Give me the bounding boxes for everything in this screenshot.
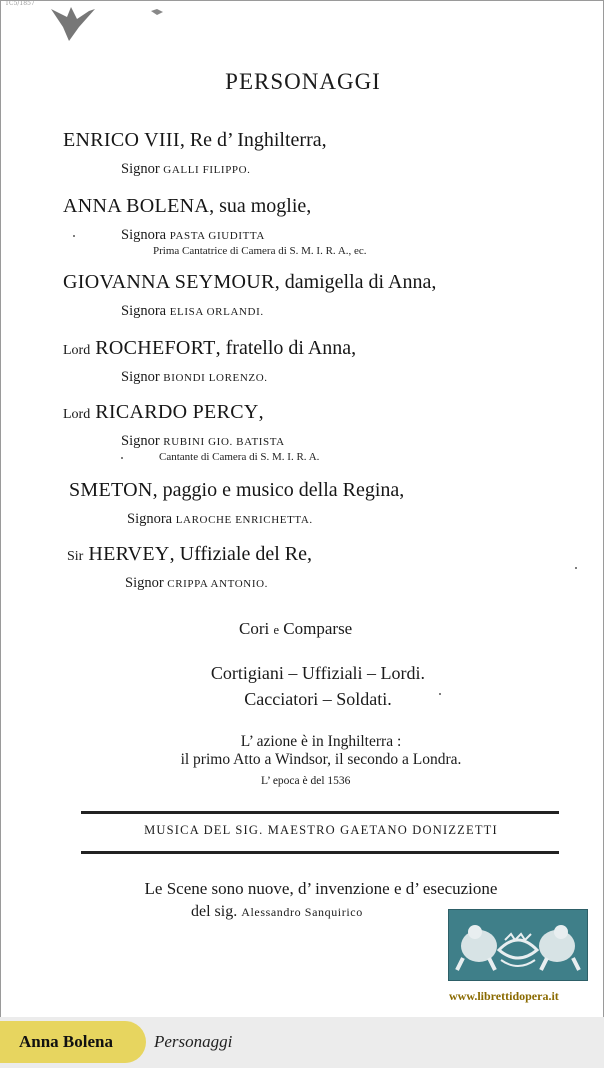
role-description: , Re d’ Inghilterra, bbox=[179, 129, 327, 151]
singer-title: Signora bbox=[127, 511, 173, 527]
role-name: GIOVANNA SEYMOUR bbox=[63, 271, 275, 293]
scan-mark: TC5/1857 bbox=[5, 0, 35, 7]
ink-speck-decoration bbox=[151, 9, 163, 17]
ink-smudge-decoration bbox=[49, 5, 109, 45]
singer-line bbox=[121, 303, 264, 320]
footer-opera-title[interactable]: Anna Bolena bbox=[19, 1032, 113, 1051]
singer-title: Signora bbox=[121, 227, 167, 243]
footer-section-name: Personaggi bbox=[154, 1032, 233, 1051]
site-url-link[interactable]: www.librettidopera.it bbox=[449, 989, 559, 1003]
role-description: , paggio e musico della Regina, bbox=[152, 479, 405, 501]
role-line bbox=[63, 271, 436, 294]
print-speck bbox=[439, 693, 441, 695]
singer-note: Cantante di Camera di S. M. I. R. A. bbox=[159, 451, 320, 463]
singer-name: LAROCHE ENRICHETTA. bbox=[175, 514, 313, 526]
singer-name: BIONDI LORENZO. bbox=[163, 372, 268, 384]
singer-title: Signor bbox=[121, 433, 160, 449]
site-logo[interactable] bbox=[448, 909, 588, 981]
role-description: , sua moglie, bbox=[209, 195, 312, 217]
scenes-credit-name: Alessandro Sanquirico bbox=[241, 905, 363, 919]
scenes-credit-line: Le Scene sono nuove, d’ invenzione e d’ esecuzione bbox=[144, 879, 498, 898]
role-name: ROCHEFORT bbox=[95, 337, 216, 359]
role-prefix: Lord bbox=[63, 343, 91, 358]
singer-line bbox=[121, 369, 268, 386]
divider-rule bbox=[81, 851, 559, 854]
role-line bbox=[63, 401, 264, 424]
page-title: PERSONAGGI bbox=[225, 69, 381, 94]
singer-note: Prima Cantatrice di Camera di S. M. I. R. A., ec. bbox=[153, 245, 367, 257]
role-name: ANNA BOLENA bbox=[63, 195, 210, 217]
singer-title: Signor bbox=[121, 161, 160, 177]
singer-line bbox=[121, 433, 285, 450]
choir-heading-and: e bbox=[273, 623, 280, 637]
role-description: , bbox=[258, 401, 264, 423]
choir-line: Cortigiani – Uffiziali – Lordi. bbox=[210, 663, 426, 683]
action-setting-line: il primo Atto a Windsor, il secondo a Londra. bbox=[180, 751, 462, 768]
role-name: ENRICO VIII bbox=[63, 129, 180, 151]
singer-name: PASTA GIUDITTA bbox=[169, 230, 265, 242]
role-description: , damigella di Anna, bbox=[274, 271, 437, 293]
role-line bbox=[63, 129, 327, 152]
singer-name: GALLI FILIPPO. bbox=[163, 164, 251, 176]
footer-bar bbox=[0, 1017, 604, 1068]
singer-title: Signora bbox=[121, 303, 167, 319]
print-speck bbox=[575, 567, 577, 569]
print-speck bbox=[121, 457, 123, 459]
singer-line bbox=[127, 511, 313, 528]
singer-title: Signor bbox=[125, 575, 164, 591]
role-prefix: Lord bbox=[63, 407, 91, 422]
cherubs-emblem-icon bbox=[449, 910, 587, 980]
epoch-line: L’ epoca è del 1536 bbox=[261, 775, 351, 787]
role-name: RICARDO PERCY bbox=[95, 401, 259, 423]
scenes-credit-line bbox=[191, 903, 363, 921]
singer-name: ELISA ORLANDI. bbox=[169, 306, 264, 318]
choir-heading-word: Cori bbox=[239, 619, 270, 638]
divider-rule bbox=[81, 811, 559, 814]
role-line bbox=[63, 195, 311, 218]
music-credit: MUSICA DEL SIG. MAESTRO GAETANO DONIZZETTI bbox=[144, 823, 498, 837]
role-line bbox=[69, 479, 404, 502]
scenes-credit-prefix: del sig. bbox=[191, 903, 238, 920]
role-name: SMETON bbox=[69, 479, 153, 501]
action-setting-line: L’ azione è in Inghilterra : bbox=[240, 733, 402, 750]
singer-line bbox=[121, 227, 265, 244]
singer-title: Signor bbox=[121, 369, 160, 385]
singer-name: CRIPPA ANTONIO. bbox=[167, 578, 268, 590]
role-prefix: Sir bbox=[67, 549, 84, 564]
singer-line bbox=[125, 575, 268, 592]
choir-heading-word: Comparse bbox=[283, 619, 353, 638]
role-line bbox=[67, 543, 312, 566]
choir-line: Cacciatori – Soldati. bbox=[244, 689, 392, 709]
role-description: , Uffiziale del Re, bbox=[169, 543, 313, 565]
role-name: HERVEY bbox=[88, 543, 170, 565]
singer-name: RUBINI GIO. BATISTA bbox=[163, 436, 285, 448]
singer-line bbox=[121, 161, 251, 178]
role-description: , fratello di Anna, bbox=[215, 337, 357, 359]
choir-heading bbox=[239, 619, 352, 639]
print-speck bbox=[73, 235, 75, 237]
role-line bbox=[63, 337, 356, 360]
